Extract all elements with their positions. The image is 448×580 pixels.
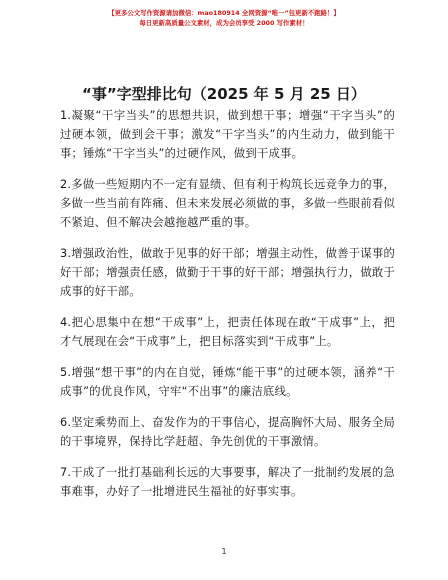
paragraph-3: 3.增强政治性，做敢于见事的好干部；增强主动性，做善于谋事的好干部；增强责任感，做勤于干事的好干部；增强执行力，做敢于成事的好干部。	[60, 247, 395, 298]
document-title: “事”字型排比句（2025 年 5 月 25 日）	[82, 85, 366, 103]
promo-banner	[0, 8, 448, 28]
paragraph-6: 6.坚定乘势而上、奋发作为的干事信心，提高胸怀大局、服务全局的干事境界，保持比学赶超、争先创优的干事激情。	[60, 416, 395, 448]
paragraph-5: 5.增强“想干事”的内在自觉，锤炼“能干事”的过硬本领，涵养“干成事”的优良作风，守牢“不出事”的廉洁底线。	[60, 366, 395, 398]
paragraph-4: 4.把心思集中在想“干成事”上，把责任体现在敢“干成事”上，把才气展现在会“干成事”上，把目标落实到“干成事”上。	[60, 316, 395, 348]
paragraph-2: 2.多做一些短期内不一定有显绩、但有利于构筑长远竞争力的事，多做一些当前有阵痛、但未来发展必须做的事，多做一些眼前看似不紧迫、但不解决会越拖越严重的事。	[60, 178, 395, 229]
paragraph-1: 1.凝聚“干字当头”的思想共识，做到想干事；增强“干字当头”的过硬本领，做到会干事；激发“干字当头”的内生动力，做到能干事；锤炼“干字当头”的过硬作风，做到干成事。	[60, 109, 395, 160]
promo-banner-line2: 每日更新高质量公文素材，成为会员享受 2000 写作素材！	[139, 19, 309, 27]
page-number: 1	[221, 547, 227, 556]
paragraph-7: 7.干成了一批打基础利长远的大事要事，解决了一批制约发展的急事难事，办好了一批增进民生福祉的好事实事。	[60, 466, 395, 498]
document-body	[60, 106, 395, 501]
promo-banner-line1: 【更多公文写作资源请加微信：mao180914 全网资源“唯一”包更新不跑路！】	[108, 9, 340, 17]
